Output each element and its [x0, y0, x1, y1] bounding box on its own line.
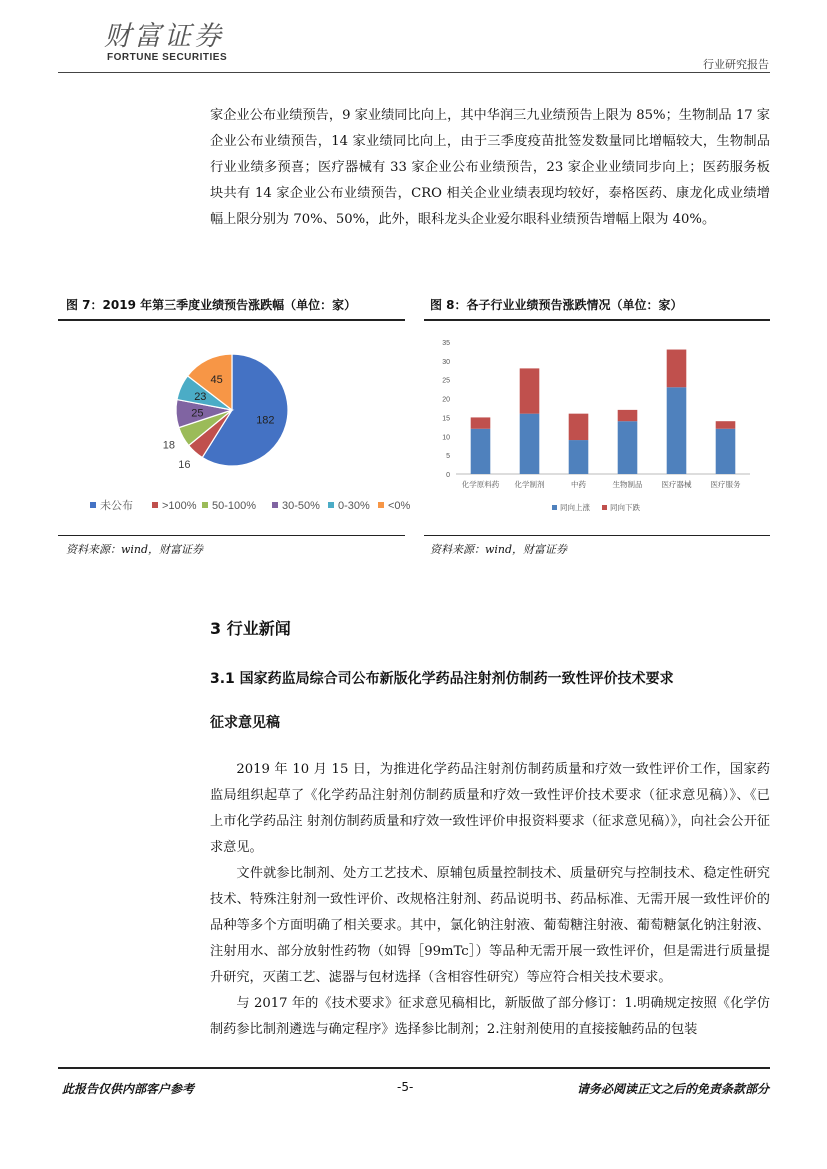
y-tick-label: 10 — [442, 434, 450, 442]
news-paragraph-3: 与 2017 年的《技术要求》征求意见稿相比，新版做了部分修订：1.明确规定按照《化学仿制药参比制剂遴选与确定程序》选择参比制剂；2.注射剂使用的直接接触药品的包装 — [210, 996, 770, 1037]
intro-paragraph — [210, 103, 770, 233]
figure8-bottom-rule — [424, 535, 770, 536]
x-tick-label: 医疗器械 — [661, 480, 692, 489]
footer-divider — [58, 1067, 770, 1069]
news-paragraph-1: 2019 年 10 月 15 日，为推进化学药品注射剂仿制药质量和疗效一致性评价工作，国家药监局组织起草了《化学药品注射剂仿制药质量和疗效一致性评价技术要求（征求意见稿）》、《已上市化学药品注 射剂仿制药质量和疗效一致性评价申报资料要求（征求意见稿）》，向社会公开征求意见。 — [210, 762, 770, 855]
header-divider — [58, 72, 770, 73]
legend-swatch — [378, 502, 384, 508]
y-tick-label: 5 — [446, 453, 450, 461]
intro-text: 家企业公布业绩预告，9 家业绩同比向上，其中华润三九业绩预告上限为 85%；生物制品 17 家企业公布业绩预告，14 家业绩同比向上，由于三季度疫苗批签发数量同比增幅较大，生物制品行业业绩多预喜；医疗器械有 33 家企业公布业绩预告，23 家企业业绩同步向上；医药服务板块共有 14 家企业公布业绩预告，CRO 相关企业业绩表现均较好，泰格医药、康龙化成业绩增幅上限分别为 70%、50%，此外，眼科龙头企业爱尔眼科业绩预告增幅上限为 40%。 — [210, 108, 770, 227]
bar-segment — [667, 350, 687, 388]
legend-swatch — [328, 502, 334, 508]
x-tick-label: 化学制剂 — [514, 480, 545, 489]
bar-segment — [569, 414, 589, 440]
y-tick-label: 30 — [442, 358, 450, 366]
bar-segment — [520, 414, 540, 474]
bar-segment — [667, 387, 687, 474]
legend-label: <0% — [388, 500, 411, 512]
x-tick-label: 中药 — [571, 480, 586, 489]
legend-label: 同向上涨 — [560, 503, 590, 512]
pie-data-label: 18 — [162, 439, 176, 452]
y-tick-label: 15 — [442, 415, 450, 423]
subsection-heading-line2: 征求意见稿 — [210, 715, 280, 731]
figure7-source: 资料来源：wind，财富证券 — [66, 543, 204, 556]
bar-chart — [424, 322, 770, 534]
x-tick-label: 生物制品 — [612, 480, 643, 489]
logo-en: FORTUNE SECURITIES — [107, 52, 228, 63]
y-tick-label: 0 — [446, 472, 450, 479]
bar-segment — [471, 429, 491, 474]
bar-segment — [618, 421, 638, 474]
pie-data-label: 16 — [178, 459, 191, 472]
bar-segment — [471, 417, 491, 428]
y-tick-label: 35 — [442, 340, 450, 347]
bar-segment — [716, 421, 736, 429]
legend-label: 同向下跌 — [610, 503, 640, 512]
figure8-title: 图 8：各子行业业绩预告涨跌情况（单位：家） — [430, 298, 683, 312]
page-number: -5- — [397, 1080, 414, 1094]
subsection-heading-line1: 3.1 国家药监局综合司公布新版化学药品注射剂仿制药一致性评价技术要求 — [210, 671, 674, 687]
bar-segment — [569, 440, 589, 474]
legend-swatch — [202, 502, 208, 508]
legend-swatch — [272, 502, 278, 508]
pie-data-label: 23 — [194, 390, 207, 403]
section-body — [210, 757, 770, 1043]
legend-label: 50-100% — [212, 500, 257, 512]
bar-segment — [618, 410, 638, 421]
legend-label: 0-30% — [338, 500, 370, 512]
pie-data-label: 45 — [210, 373, 223, 386]
figure8-top-rule — [424, 319, 770, 321]
legend-swatch — [602, 505, 607, 510]
legend-label: >100% — [162, 500, 197, 512]
x-tick-label: 医疗服务 — [710, 480, 741, 489]
figure7-title: 图 7：2019 年第三季度业绩预告涨跌幅（单位：家） — [66, 298, 357, 312]
legend-swatch — [90, 502, 96, 508]
legend-swatch — [152, 502, 158, 508]
footer-disclaimer-right: 请务必阅读正文之后的免责条款部分 — [576, 1082, 769, 1096]
report-type: 行业研究报告 — [703, 58, 769, 71]
section-heading: 3 行业新闻 — [210, 619, 291, 638]
figure7-bottom-rule — [58, 535, 405, 536]
legend-label: 30-50% — [282, 500, 320, 512]
pie-chart — [58, 322, 411, 534]
logo-cn: 财富证券 — [104, 21, 224, 52]
pie-data-label: 25 — [191, 407, 204, 420]
legend-swatch — [552, 505, 557, 510]
pie-data-label: 182 — [256, 414, 275, 427]
figure7-top-rule — [58, 319, 405, 321]
bar-segment — [520, 368, 540, 413]
news-paragraph-2: 文件就参比制剂、处方工艺技术、原辅包质量控制技术、质量研究与控制技术、稳定性研究技术、特殊注射剂一致性评价、改规格注射剂、药品说明书、药品标准、无需开展一致性评价的品种等多个方面明确了相关要求。其中，氯化钠注射液、葡萄糖注射液、葡萄糖氯化钠注射液、注射用水、部分放射性药物（如锝［99mTc］）等品种无需开展一致性评价，但是需进行质量提升研究，灭菌工艺、滤器与包材选择（含相容性研究）等应符合相关技术要求。 — [210, 866, 770, 985]
bar-segment — [716, 429, 736, 474]
legend-label: 未公布 — [100, 500, 133, 512]
x-tick-label: 化学原料药 — [461, 480, 500, 489]
footer-disclaimer-left: 此报告仅供内部客户参考 — [62, 1082, 195, 1096]
y-tick-label: 20 — [442, 396, 450, 404]
figure8-source: 资料来源：wind，财富证券 — [430, 543, 568, 556]
y-tick-label: 25 — [442, 377, 450, 385]
